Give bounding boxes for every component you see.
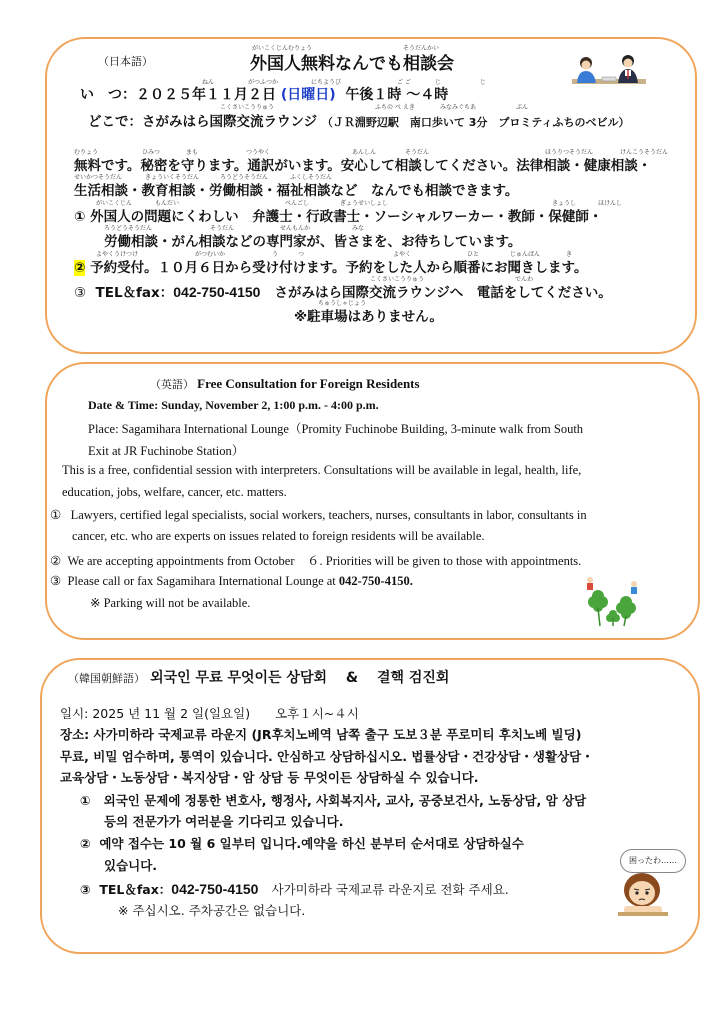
ruby-denwa: でんわ [515, 276, 534, 283]
ruby-mina: みな [352, 225, 365, 232]
korean-header [68, 667, 449, 687]
ruby-roudou: ろうどうそうだん [220, 174, 269, 181]
ko-item1-mark: ① [80, 793, 91, 808]
item3-mark: ③ [74, 285, 87, 301]
ruby-himitsu: ひみつ [142, 149, 160, 156]
clover-illustration [576, 572, 644, 628]
ko-item3-tel: TEL＆fax： [99, 882, 172, 897]
en-item2-mark: ② [50, 554, 62, 568]
japanese-intro-2: 生活相談・教育相談・労働相談・福祉相談など なんでも相談できます。 [74, 183, 519, 199]
ruby-roudou2: ろうどうそうだん [104, 225, 153, 232]
when-time: 午後１時 ～４時 [345, 87, 449, 103]
japanese-when [80, 84, 448, 104]
troubled-girl-illustration [612, 868, 674, 918]
ruby-gogo: ご ご [397, 79, 411, 86]
item3-tel-label: TEL＆fax： [95, 285, 174, 301]
english-item-2 [50, 551, 581, 569]
japanese-item-2 [74, 256, 587, 276]
english-title: Free Consultation for Foreign Residents [197, 376, 420, 391]
ruby-senmonka: せんもんか [280, 225, 311, 232]
ruby-mondai: もんだい [155, 200, 180, 207]
item1-text: 外国人の問題にくわしい 弁護士・行政書士・ソーシャルワーカー・教師・保健師・ [90, 209, 603, 225]
korean-intro-1: 무료, 비밀 엄수하며, 통역이 있습니다. 안심하고 상담하십시오. 법률상담・건강상담・생활상담・ [60, 749, 594, 764]
ruby-gatsu: がつふつか [248, 79, 279, 86]
ruby-hokenshi: ほけんし [598, 200, 623, 207]
korean-item-1-line-1 [80, 791, 586, 809]
speech-bubble-text: 困ったわ…… [629, 856, 677, 865]
korean-intro-2: 교육상담・노동상담・복지상담・암 상담 등 무엇이든 상담하실 수 있습니다. [60, 770, 479, 785]
ko-item3-rest: 사가미하라 국제교류 라운지로 전화 주세요. [271, 882, 509, 897]
item3-rest: さがみはら国際交流ラウンジへ 電話をしてください。 [274, 285, 612, 301]
item3-number: 042-750-4150 [173, 284, 261, 300]
english-lang-label: （英語） [150, 378, 194, 391]
ruby-kokusai2: こくさいこうりゅう [370, 276, 425, 283]
title-ruby-2: そうだんかい [403, 45, 440, 52]
ko-item2-mark: ② [80, 836, 91, 851]
korean-place: 장소: 사가미하라 국제교류 라운지 (JR후치노베역 남쪽 출구 도보３분 푸로미티 후치노베 빌딩) [60, 727, 582, 742]
english-intro-2: education, jobs, welfare, cancer, etc. matters. [62, 485, 287, 499]
ruby-kyouiku: きょういくそうだん [145, 174, 200, 181]
en-item3-number: 042-750-4150. [338, 574, 413, 588]
ruby-tsuuyaku: つうやく [246, 149, 271, 156]
japanese-parking: ※駐車場はありません。 [294, 309, 443, 325]
english-header [150, 376, 420, 392]
japanese-intro-1: 無料です。秘密を守ります。通訳がいます。安心して相談してください。法律相談・健康相談・ [74, 158, 652, 174]
ruby-gatsumuika: がつむいか [195, 251, 226, 258]
ruby-gaikokujin: がいこくじん [96, 200, 133, 207]
english-place-2: Exit at JR Fuchinobe Station） [88, 444, 245, 458]
ruby-chuusha: ちゅうしゃじょう [318, 300, 367, 307]
ruby-mamo: まも [186, 149, 199, 156]
japanese-item-1-line-1 [74, 205, 602, 225]
title-ruby: がいこくじんむりょう [252, 45, 313, 52]
english-item-3 [50, 573, 413, 589]
ruby-u: う [272, 251, 279, 258]
item1-mark: ① [74, 209, 86, 225]
ruby-pun: ぷん [516, 104, 529, 111]
ruby-yoyaku: よやくうけつけ [96, 251, 139, 258]
ko-item1-text: 외국인 문제에 정통한 변호사, 행정사, 사회복지사, 교사, 공중보건사, 노동상담, 암 상담 [103, 793, 587, 808]
where-venue: さがみはら国際交流ラウンジ [142, 114, 318, 130]
consultation-illustration [572, 49, 646, 95]
en-item2-text: We are accepting appointments from October ６. Priorities will be given to those with appointments. [67, 554, 582, 568]
en-item1-text: Lawyers, certified legal specialists, social workers, teachers, nurses, consultants in labor, consultants in [70, 508, 587, 522]
english-intro-1: This is a free, confidential session with interpreters. Consultations will be available in legal, health, life, [62, 463, 582, 477]
ruby-nichiyoubi: にちようび [311, 79, 342, 86]
where-detail: （ＪＲ淵野辺駅 南口歩いて 3分 プロミティふちのべビル） [321, 116, 630, 129]
japanese-title: 外国人無料なんでも相談会 [250, 54, 454, 74]
korean-item-2-line-2: 있습니다. [104, 858, 158, 873]
ruby-nen: ねん [202, 79, 215, 86]
korean-parking: ※ 주십시오. 주차공간은 없습니다. [118, 903, 306, 918]
japanese-where [88, 110, 629, 130]
en-item1-mark: ① [50, 508, 62, 522]
ruby-tsu: つ [298, 251, 305, 258]
where-label: どこで： [88, 114, 142, 130]
item2-mark: ② [74, 260, 86, 276]
english-parking: ※ Parking will not be available. [90, 596, 251, 610]
ruby-soudan: そうだん [405, 149, 430, 156]
ruby-yoyaku2: よやく [393, 251, 412, 258]
ko-item3-number: 042-750-4150 [171, 881, 259, 897]
ruby-muryou: むりょう [74, 149, 99, 156]
ruby-fukushi: ふくしそうだん [290, 174, 333, 181]
ruby-gyousei: ぎょうせいしょし [340, 200, 389, 207]
english-item-1-line-2: cancer, etc. who are experts on issues related to foreign residents will be available. [72, 529, 485, 543]
ruby-houritsu: ほうりつそうだん [545, 149, 594, 156]
ruby-seikatsu: せいかつそうだん [74, 174, 123, 181]
ko-item3-mark: ③ [80, 882, 91, 897]
english-place-1: Place: Sagamihara International Lounge（Promity Fuchinobe Building, 3-minute walk from South [88, 422, 584, 436]
en-item3-mark: ③ [50, 574, 62, 588]
korean-lang-label: （韓国朝鮮語） [68, 672, 145, 685]
ruby-ji: じ [435, 79, 442, 86]
ruby-kenkou: けんこうそうだん [620, 149, 669, 156]
ruby-anshin: あんしん [352, 149, 377, 156]
english-item-1-line-1 [50, 507, 587, 523]
ruby-fuchinobe: ふちの べ えき [375, 104, 415, 111]
english-datetime: Date & Time: Sunday, November 2, 1:00 p.m. - 4:00 p.m. [88, 398, 379, 412]
ruby-ki: き [566, 251, 573, 258]
korean-item-2-line-1 [80, 834, 524, 852]
ruby-bengoshi: べんごし [285, 200, 310, 207]
when-date: ２０２５年１１月２日 [136, 87, 276, 103]
ruby-kokusai: こくさいこうりゅう [220, 104, 275, 111]
ruby-gan: そうだん [210, 225, 235, 232]
ruby-minami: みなみぐちあ [440, 104, 477, 111]
en-item3-text: Please call or fax Sagamihara International Lounge at [67, 574, 336, 588]
japanese-item-1-line-2: 労働相談・がん相談などの専門家が、皆さまを、お待ちしています。 [104, 234, 522, 250]
japanese-lang-label: （日本語） [98, 55, 153, 68]
ruby-kyoushi: きょうし [552, 200, 577, 207]
ko-item2-text: 예약 접수는 10 월 6 일부터 입니다.예약을 하신 분부터 순서대로 상담하실수 [99, 836, 524, 851]
korean-datetime: 일시: 2025 년 11 월 2 일(일요일) 오후１시~４시 [60, 706, 359, 721]
item2-text: 予約受付。１０月６日から受け付けます。予約をした人から順番にお聞きします。 [90, 260, 588, 276]
when-day: (日曜日) [280, 87, 336, 103]
korean-item-3 [80, 880, 509, 898]
korean-title: 외국인 무료 무엇이든 상담회 & 결핵 검진회 [150, 670, 450, 686]
when-label: い つ： [80, 87, 136, 103]
ruby-ji2: じ [480, 79, 487, 86]
ruby-hito: ひと [467, 251, 480, 258]
ruby-junban: じゅんばん [510, 251, 541, 258]
korean-item-1-line-2: 등의 전문가가 여러분을 기다리고 있습니다. [104, 814, 344, 829]
